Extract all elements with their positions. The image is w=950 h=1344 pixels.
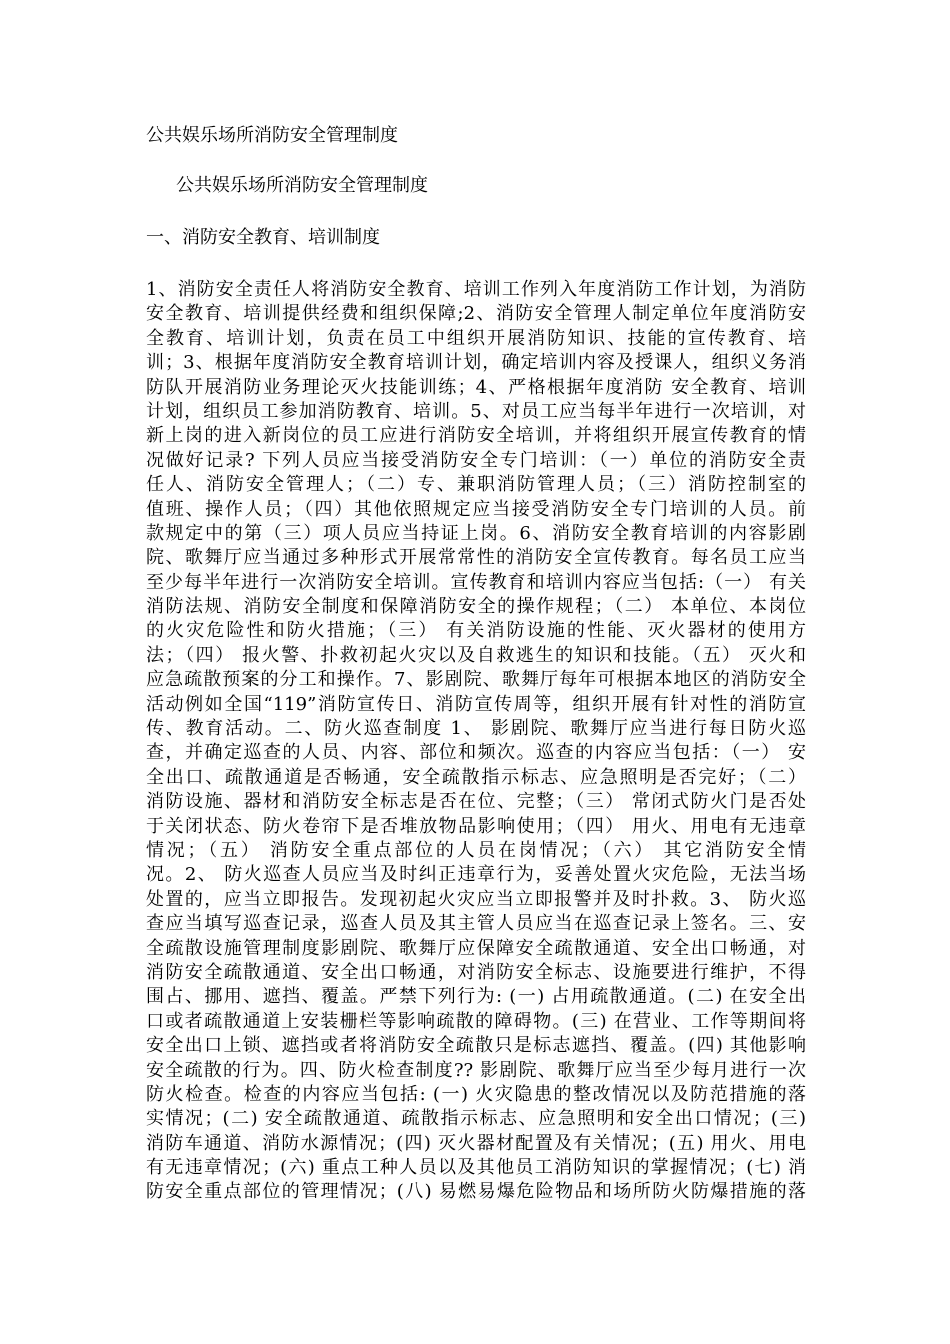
body-line: 全出口、疏散通道是否畅通，安全疏散指示标志、应急照明是否完好；（二） xyxy=(146,766,806,788)
section-heading: 一、消防安全教育、培训制度 xyxy=(146,227,380,248)
body-line: 安全出口上锁、遮挡或者将消防安全疏散只是标志遮挡、覆盖。(四) 其他影响 xyxy=(146,1035,806,1057)
body-line: 传、教育活动。二、防火巡查制度 1、 影剧院、歌舞厅应当进行每日防火巡 xyxy=(146,718,806,740)
body-line: 围占、挪用、遮挡、覆盖。严禁下列行为: (一) 占用疏散通道。(二) 在安全出 xyxy=(146,986,806,1008)
body-line: 院、歌舞厅应当通过多种形式开展常常性的消防安全宣传教育。每名员工应当 xyxy=(146,547,806,569)
body-line: 查应当填写巡查记录，巡查人员及其主管人员应当在巡查记录上签名。三、安 xyxy=(146,913,806,935)
body-line: 全疏散设施管理制度影剧院、歌舞厅应保障安全疏散通道、安全出口畅通，对 xyxy=(146,937,806,959)
body-line: 安全疏散的行为。四、防火检查制度?? 影剧院、歌舞厅应当至少每月进行一次 xyxy=(146,1059,806,1081)
body-line: 况做好记录? 下列人员应当接受消防安全专门培训：（一）单位的消防安全责 xyxy=(146,449,806,471)
document-title: 公共娱乐场所消防安全管理制度 xyxy=(146,125,398,146)
body-line: 实情况；(二) 安全疏散通道、疏散指示标志、应急照明和安全出口情况；(三) xyxy=(146,1108,806,1130)
body-paragraph xyxy=(146,278,806,1205)
body-line: 任人、消防安全管理人；（二）专、兼职消防管理人员；（三）消防控制室的 xyxy=(146,474,806,496)
body-line: 消防安全疏散通道、安全出口畅通，对消防安全标志、设施要进行维护，不得 xyxy=(146,961,806,983)
body-line: 查，并确定巡查的人员、内容、部位和频次。巡查的内容应当包括：（一） 安 xyxy=(146,742,806,764)
body-line: 消防车通道、消防水源情况；(四) 灭火器材配置及有关情况；(五) 用火、用电 xyxy=(146,1132,806,1154)
body-line: 全教育、培训计划，负责在员工中组织开展消防知识、技能的宣传教育、培 xyxy=(146,327,806,349)
body-line: 新上岗的进入新岗位的员工应进行消防安全培训，并将组织开展宣传教育的情 xyxy=(146,425,806,447)
body-line: 消防设施、器材和消防安全标志是否在位、完整；（三） 常闭式防火门是否处 xyxy=(146,791,806,813)
body-line: 防安全重点部位的管理情况；(八) 易燃易爆危险物品和场所防火防爆措施的落 xyxy=(146,1181,806,1203)
document-subtitle: 公共娱乐场所消防安全管理制度 xyxy=(176,175,428,196)
body-line: 计划，组织员工参加消防教育、培训。5、对员工应当每半年进行一次培训，对 xyxy=(146,400,806,422)
body-line: 值班、操作人员；（四）其他依照规定应当接受消防安全专门培训的人员。前 xyxy=(146,498,806,520)
body-line: 情况；（五） 消防安全重点部位的人员在岗情况；（六） 其它消防安全情 xyxy=(146,839,806,861)
body-line: 有无违章情况；(六) 重点工种人员以及其他员工消防知识的掌握情况；(七) 消 xyxy=(146,1157,806,1179)
body-line: 况。2、 防火巡查人员应当及时纠正违章行为，妥善处置火灾危险，无法当场 xyxy=(146,864,806,886)
body-line: 训；3、根据年度消防安全教育培训计划，确定培训内容及授课人，组织义务消 xyxy=(146,352,806,374)
body-line: 于关闭状态、防火卷帘下是否堆放物品影响使用；（四） 用火、用电有无违章 xyxy=(146,815,806,837)
body-line: 安全教育、培训提供经费和组织保障;2、消防安全管理人制定单位年度消防安 xyxy=(146,303,806,325)
body-line: 口或者疏散通道上安装栅栏等影响疏散的障碍物。(三) 在营业、工作等期间将 xyxy=(146,1010,806,1032)
body-line: 防火检查。检查的内容应当包括: (一) 火灾隐患的整改情况以及防范措施的落 xyxy=(146,1083,806,1105)
body-line: 防队开展消防业务理论灭火技能训练；4、严格根据年度消防 安全教育、培训 xyxy=(146,376,806,398)
body-line: 款规定中的第（三）项人员应当持证上岗。6、消防安全教育培训的内容影剧 xyxy=(146,522,806,544)
body-line: 消防法规、消防安全制度和保障消防安全的操作规程；（二） 本单位、本岗位 xyxy=(146,596,806,618)
body-line: 法；（四） 报火警、扑救初起火灾以及自救逃生的知识和技能。（五） 灭火和 xyxy=(146,644,806,666)
body-line: 1、消防安全责任人将消防安全教育、培训工作列入年度消防工作计划，为消防 xyxy=(146,279,806,300)
body-line: 应急疏散预案的分工和操作。7、影剧院、歌舞厅每年可根据本地区的消防安全 xyxy=(146,669,806,691)
body-line: 至少每半年进行一次消防安全培训。宣传教育和培训内容应当包括:（一） 有关 xyxy=(146,571,806,593)
body-line: 处置的，应当立即报告。发现初起火灾应当立即报警并及时扑救。3、 防火巡 xyxy=(146,888,806,910)
body-line: 的火灾危险性和防火措施；（三） 有关消防设施的性能、灭火器材的使用方 xyxy=(146,620,806,642)
body-line: 活动例如全国“119”消防宣传日、消防宣传周等，组织开展有针对性的消防宣 xyxy=(146,693,806,715)
